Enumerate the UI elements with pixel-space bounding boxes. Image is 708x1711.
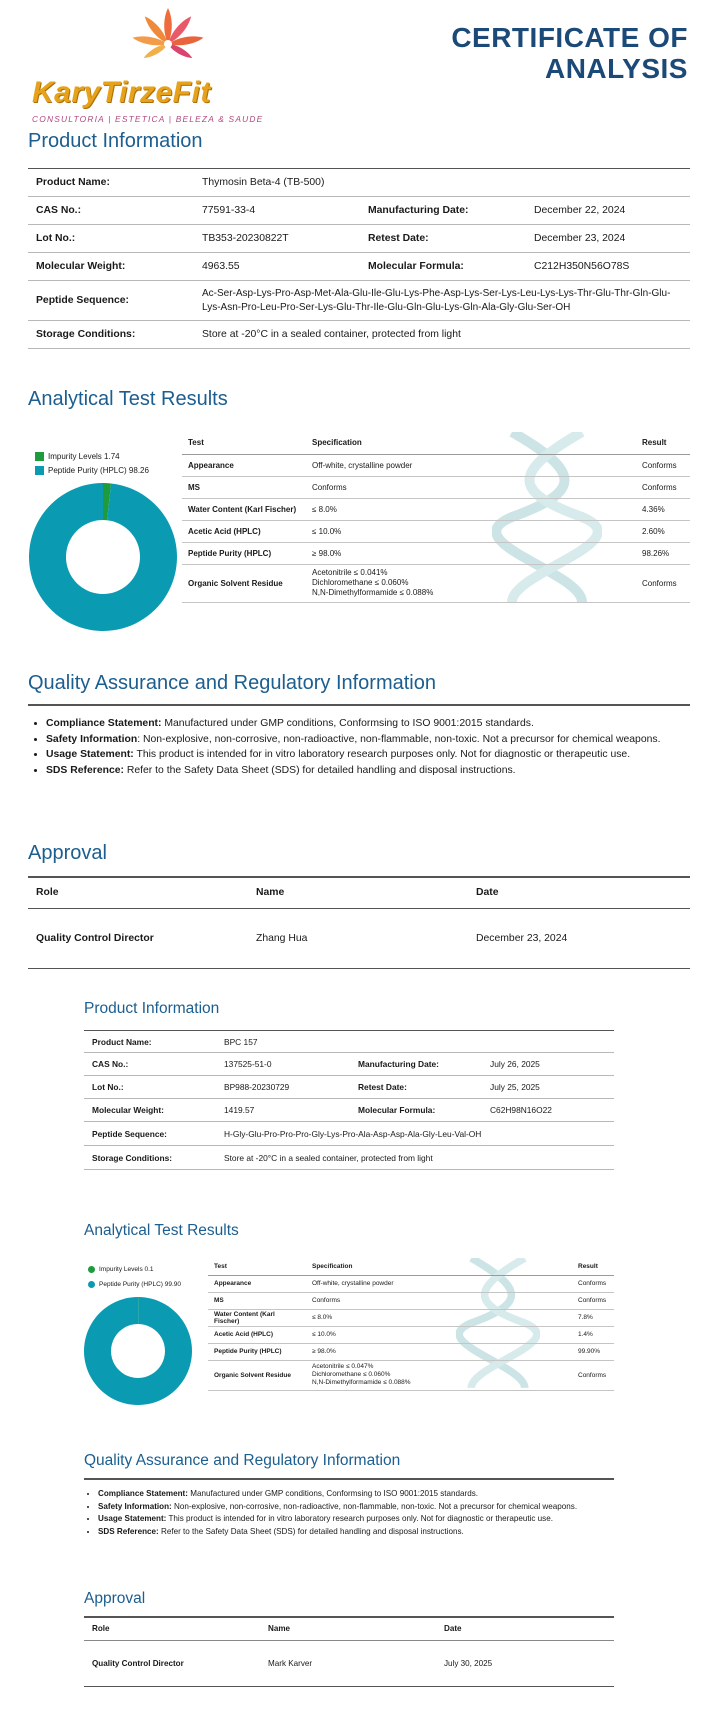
table-header-row: Role Name Date [84,1618,614,1640]
table-row: Peptide Purity (HPLC) ≥ 98.0% 98.26% [182,542,690,564]
table-row: Water Content (Karl Fischer) ≤ 8.0% 7.8% [208,1309,614,1326]
qa-list [98,1488,614,1538]
molecular-formula: C212H350N56O78S [526,253,690,281]
legend-item-purity: Peptide Purity (HPLC) 98.26 [35,466,149,475]
legend-item-purity: Peptide Purity (HPLC) 99.90 [88,1281,181,1288]
list-item: • Usage Statement: This product is intended for in vitro laboratory research purposes only. Not for diagnostic or therapeutic use. [98,1513,614,1526]
table-row: Peptide Sequence: H-Gly-Glu-Pro-Pro-Pro-Gly-Lys-Pro-Ala-Asp-Asp-Ala-Gly-Leu-Val-OH [84,1122,614,1146]
table-header-row: Role Name Date [28,878,690,908]
cas-number: 77591-33-4 [194,197,360,225]
approver-name: Zhang Hua [256,932,308,944]
purity-donut-chart [83,1296,193,1406]
product-info-title: Product Information [28,130,203,152]
approval-date: December 23, 2024 [476,932,568,944]
analytical-results-title: Analytical Test Results [84,1222,239,1239]
analytical-results-table [208,1258,614,1391]
legend-swatch [35,466,44,475]
brand-tagline: CONSULTORIA | ESTETICA | BELEZA & SAUDE [32,114,264,124]
analytical-results-title: Analytical Test Results [28,388,228,410]
qa-title: Quality Assurance and Regulatory Information [84,1452,401,1469]
qa-title: Quality Assurance and Regulatory Information [28,672,436,694]
list-item: • Compliance Statement: Manufactured under GMP conditions, Conformsing to ISO 9001:2015 standards. [98,1488,614,1501]
approval-date: July 30, 2025 [444,1658,493,1668]
approval-title: Approval [28,842,107,864]
approver-role: Quality Control Director [36,932,154,944]
approval-table [28,878,690,969]
product-name: BPC 157 [216,1031,614,1053]
table-row: Peptide Sequence: Ac-Ser-Asp-Lys-Pro-Asp-Met-Ala-Glu-Ile-Glu-Lys-Phe-Asp-Lys-Ser-Lys-Leu-Lys-Lys-Thr-Glu-Thr-Gln-Glu-Lys-Asn-Pro-Leu-Pro-Ser-Lys-Glu-Thr-Ile-Glu-Gln-Glu-Lys-Gln-Ala-Gly-Glu-Ser-OH [28,281,690,321]
table-row: Lot No.: BP988-20230729 Retest Date: July 25, 2025 [84,1076,614,1099]
molecular-formula: C62H98N16O22 [482,1099,614,1122]
table-row: Appearance Off-white, crystalline powder Conforms [182,454,690,476]
approver-name: Mark Karver [268,1658,313,1668]
table-row: Product Name: Thymosin Beta-4 (TB-500) [28,169,690,197]
product-name: Thymosin Beta-4 (TB-500) [194,169,690,197]
product-info-title: Product Information [84,1000,220,1017]
table-row: Storage Conditions: Store at -20°C in a sealed container, protected from light [84,1146,614,1170]
legend-swatch [88,1281,95,1288]
molecular-weight: 4963.55 [194,253,360,281]
list-item: • Safety Information: Non-explosive, non-corrosive, non-radioactive, non-flammable, non-toxic. Not a precursor for chemical weapons. [98,1501,614,1514]
table-row: Acetic Acid (HPLC) ≤ 10.0% 1.4% [208,1326,614,1343]
retest-date: December 23, 2024 [526,225,690,253]
table-row: MS Conforms Conforms [182,476,690,498]
donut-slice-purity [29,483,177,631]
list-item: • Safety Information: Non-explosive, non-corrosive, non-radioactive, non-flammable, non-toxic. Not a precursor for chemical weapons. [46,732,690,748]
list-item: • SDS Reference: Refer to the Safety Data Sheet (SDS) for detailed handling and disposal instructions. [98,1526,614,1539]
table-row: Organic Solvent Residue Acetonitrile ≤ 0.041% Dichloromethane ≤ 0.060% N,N-Dimethylformamide ≤ 0.088% Conforms [182,564,690,602]
brand-logo [28,4,288,124]
table-row: Organic Solvent Residue Acetonitrile ≤ 0.047% Dichloromethane ≤ 0.060% N,N-Dimethylformamide ≤ 0.088% Conforms [208,1360,614,1390]
peptide-sequence: H-Gly-Glu-Pro-Pro-Pro-Gly-Lys-Pro-Ala-Asp-Asp-Ala-Gly-Leu-Val-OH [216,1122,614,1146]
brand-name: KaryTirzeFit [32,76,211,109]
table-row: Appearance Off-white, crystalline powder Conforms [208,1275,614,1292]
approval-title: Approval [84,1590,146,1607]
storage-conditions: Store at -20°C in a sealed container, protected from light [216,1146,614,1170]
table-header-row: Test Specification Result [208,1258,614,1275]
retest-date: July 25, 2025 [482,1076,614,1099]
approval-table [84,1618,614,1687]
table-row: Product Name: BPC 157 [84,1031,614,1053]
manufacturing-date: July 26, 2025 [482,1053,614,1076]
flower-icon [108,4,228,76]
purity-donut-chart [28,482,178,632]
legend-item-impurity: Impurity Levels 1.74 [35,452,120,461]
table-row: Molecular Weight: 4963.55 Molecular Formula: C212H350N56O78S [28,253,690,281]
storage-conditions: Store at -20°C in a sealed container, protected from light [194,321,690,349]
product-info-table [84,1030,614,1170]
table-row [28,908,690,968]
manufacturing-date: December 22, 2024 [526,197,690,225]
table-row: Water Content (Karl Fischer) ≤ 8.0% 4.36% [182,498,690,520]
table-row: Storage Conditions: Store at -20°C in a sealed container, protected from light [28,321,690,349]
table-row: MS Conforms Conforms [208,1292,614,1309]
legend-swatch [35,452,44,461]
legend-item-impurity: Impurity Levels 0.1 [88,1266,154,1273]
list-item: • Compliance Statement: Manufactured under GMP conditions, Conformsing to ISO 9001:2015 standards. [46,716,690,732]
list-item: • Usage Statement: This product is intended for in vitro laboratory research purposes only. Not for diagnostic or therapeutic use. [46,747,690,763]
table-row: Molecular Weight: 1419.57 Molecular Formula: C62H98N16O22 [84,1099,614,1122]
table-header-row: Test Specification Result [182,432,690,454]
document-title: CERTIFICATE OF ANALYSIS [451,22,688,84]
table-row: Lot No.: TB353-20230822T Retest Date: December 23, 2024 [28,225,690,253]
donut-slice-purity [84,1297,192,1405]
qa-list [46,716,690,778]
list-item: • SDS Reference: Refer to the Safety Data Sheet (SDS) for detailed handling and disposal instructions. [46,763,690,779]
product-info-table [28,168,690,349]
table-row: Acetic Acid (HPLC) ≤ 10.0% 2.60% [182,520,690,542]
molecular-weight: 1419.57 [216,1099,350,1122]
lot-number: BP988-20230729 [216,1076,350,1099]
divider [28,704,690,706]
divider [84,1478,614,1480]
cas-number: 137525-51-0 [216,1053,350,1076]
lot-number: TB353-20230822T [194,225,360,253]
table-row: CAS No.: 77591-33-4 Manufacturing Date: December 22, 2024 [28,197,690,225]
peptide-sequence: Ac-Ser-Asp-Lys-Pro-Asp-Met-Ala-Glu-Ile-Glu-Lys-Phe-Asp-Lys-Ser-Lys-Leu-Lys-Lys-Thr-Glu-Thr-Gln-Glu-Lys-Asn-Pro-Leu-Pro-Ser-Lys-Glu-Thr-Ile-Glu-Gln-Glu-Lys-Gln-Ala-Gly-Glu-Ser-OH [194,281,690,321]
approver-role: Quality Control Director [92,1658,184,1668]
table-row [84,1640,614,1686]
legend-swatch [88,1266,95,1273]
analytical-results-table [182,432,690,603]
table-row: Peptide Purity (HPLC) ≥ 98.0% 99.90% [208,1343,614,1360]
table-row: CAS No.: 137525-51-0 Manufacturing Date: July 26, 2025 [84,1053,614,1076]
